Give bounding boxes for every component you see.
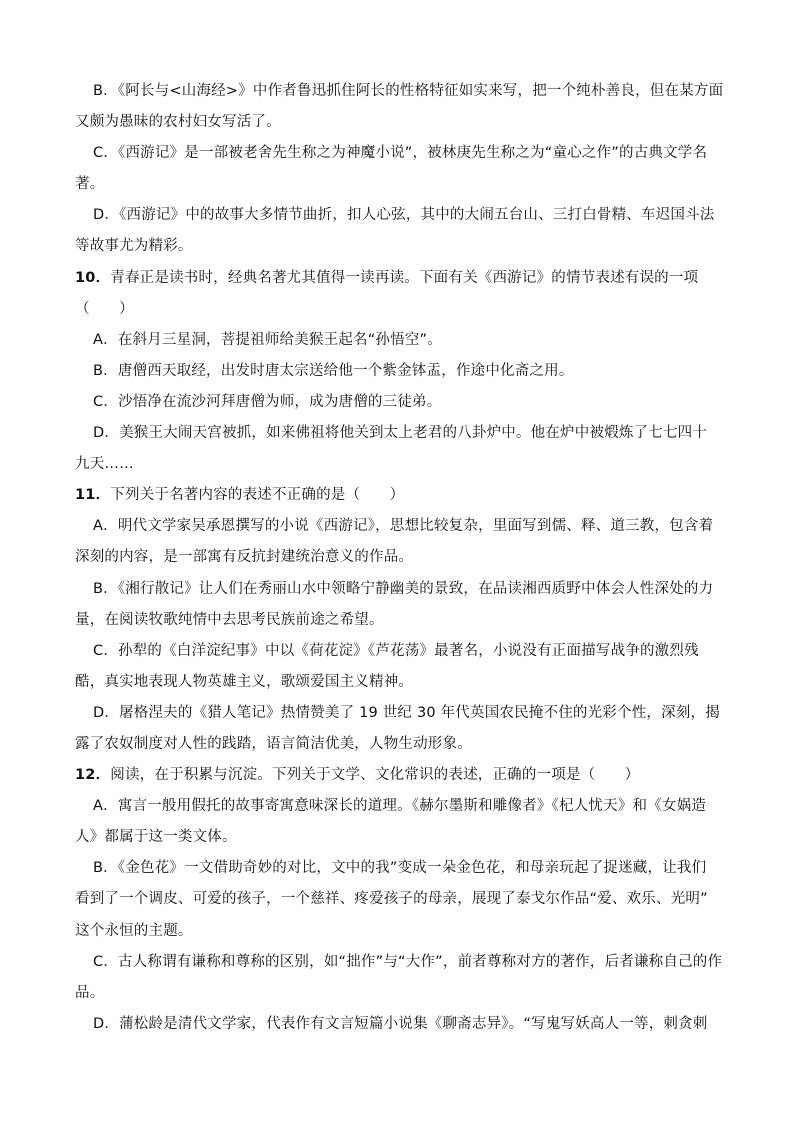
line-text: 下列关于名著内容的表述不正确的是（ ） — [110, 487, 405, 504]
question-line — [75, 263, 720, 294]
question-line — [75, 480, 720, 511]
text-line — [75, 449, 720, 480]
line-text: 这个永恒的主题。 — [75, 922, 193, 939]
text-line — [75, 916, 720, 947]
text-line — [75, 200, 720, 231]
document-body — [75, 76, 724, 1040]
text-line — [75, 729, 720, 760]
line-text: A．在斜月三星洞，菩提祖师给美猴王起名“孙悟空”。 — [93, 331, 442, 348]
text-line — [75, 853, 720, 884]
line-text: B．《金色花》一文借助奇妙的对比，文中的我”变成一朵金色花，和母亲玩起了捉迷藏，让我们 — [93, 860, 707, 877]
text-line — [75, 294, 720, 325]
text-line — [75, 978, 720, 1009]
line-text: 等故事尤为精彩。 — [75, 238, 193, 255]
line-text: （ ） — [75, 300, 134, 317]
text-line — [75, 231, 720, 262]
text-line — [75, 605, 720, 636]
line-text: 著。 — [75, 176, 105, 193]
text-line — [75, 387, 720, 418]
line-text: A．寓言一般用假托的故事寄寓意味深长的道理。《赫尔墨斯和雕像者》《杞人忧天》和《女娲造 — [93, 798, 707, 815]
line-text: C．《西游记》是一部被老舍先生称之为神魔小说”，被林庚先生称之为“童心之作”的古典文学名 — [93, 145, 708, 162]
line-text: C．古人称谓有谦称和尊称的区别，如“拙作”与“大作”，前者尊称对方的著作，后者谦称自己的作 — [93, 953, 723, 970]
line-text: 深刻的内容，是一部寓有反抗封建统治意义的作品。 — [75, 549, 414, 566]
line-text: 品。 — [75, 984, 105, 1001]
line-text: D．蒲松龄是清代文学家，代表作有文言短篇小说集《聊斋志异》。“写鬼写妖高人一等，刺贪刺 — [93, 1015, 708, 1032]
line-text: C．孙犁的《白洋淀纪事》中以《荷花淀》《芦花荡》最著名，小说没有正面描写战争的激烈残 — [93, 642, 699, 659]
line-text: 阅读，在于积累与沉淀。下列关于文学、文化常识的表述，正确的一项是（ ） — [110, 767, 640, 784]
text-line — [75, 138, 720, 169]
line-text: D．《西游记》中的故事大多情节曲折，扣人心弦，其中的大闹五台山、三打白骨精、车迟国斗法 — [93, 207, 715, 224]
question-line — [75, 760, 720, 791]
text-line — [75, 325, 720, 356]
text-line — [75, 698, 720, 729]
text-line — [75, 884, 720, 915]
line-text: C．沙悟净在流沙河拜唐僧为师，成为唐僧的三徒弟。 — [93, 393, 442, 410]
text-line — [75, 667, 720, 698]
text-line — [75, 511, 720, 542]
line-text: 九天…… — [75, 456, 134, 473]
text-line — [75, 791, 720, 822]
text-line — [75, 356, 720, 387]
text-line — [75, 1009, 720, 1040]
text-line — [75, 636, 720, 667]
text-line — [75, 169, 720, 200]
line-text: 看到了一个调皮、可爱的孩子，一个慈祥、疼爱孩子的母亲，展现了泰戈尔作品“爱、欢乐、光明” — [75, 891, 708, 908]
text-line — [75, 574, 720, 605]
line-text: 露了农奴制度对人性的践踏，语言简洁优美，人物生动形象。 — [75, 735, 472, 752]
line-text: 量，在阅读牧歌纯情中去思考民族前途之希望。 — [75, 611, 384, 628]
line-text: 人》都属于这一类文体。 — [75, 829, 237, 846]
line-text: D．屠格涅夫的《猎人笔记》热情赞美了 19 世纪 30 年代英国农民掩不住的光彩个性，深刻，揭 — [93, 704, 720, 721]
line-text: 酷，真实地表现人物英雄主义，歌颂爱国主义精神。 — [75, 673, 414, 690]
text-line — [75, 822, 720, 853]
question-number: 12． — [75, 767, 111, 784]
question-number: 10． — [75, 269, 111, 286]
text-line — [75, 418, 720, 449]
line-text: D．美猴王大闹天宫被抓，如来佛祖将他关到太上老君的八卦炉中。他在炉中被煅炼了七七四十 — [93, 425, 708, 442]
line-text: A．明代文学家吴承恩撰写的小说《西游记》，思想比较复杂，里面写到儒、释、道三教，包含着 — [93, 518, 714, 535]
line-text: B．《湘行散记》让人们在秀丽山水中领略宁静幽美的景致，在品读湘西质野中体会人性深处的力 — [93, 580, 714, 597]
line-text: B．唐僧西天取经，出发时唐太宗送给他一个紫金钵盂，作途中化斋之用。 — [93, 362, 574, 379]
question-number: 11． — [75, 487, 111, 504]
line-text: 青春正是读书时，经典名著尤其值得一读再读。下面有关《西游记》的情节表述有误的一项 — [110, 269, 699, 286]
text-line — [75, 542, 720, 573]
text-line — [75, 947, 723, 978]
line-text: 又颇为愚昧的农村妇女写活了。 — [75, 114, 281, 131]
line-text: B．《阿长与<山海经>》中作者鲁迅抓住阿长的性格特征如实来写，把一个纯朴善良，但在某方面 — [93, 83, 724, 99]
text-line — [75, 107, 720, 138]
text-line — [75, 76, 724, 107]
